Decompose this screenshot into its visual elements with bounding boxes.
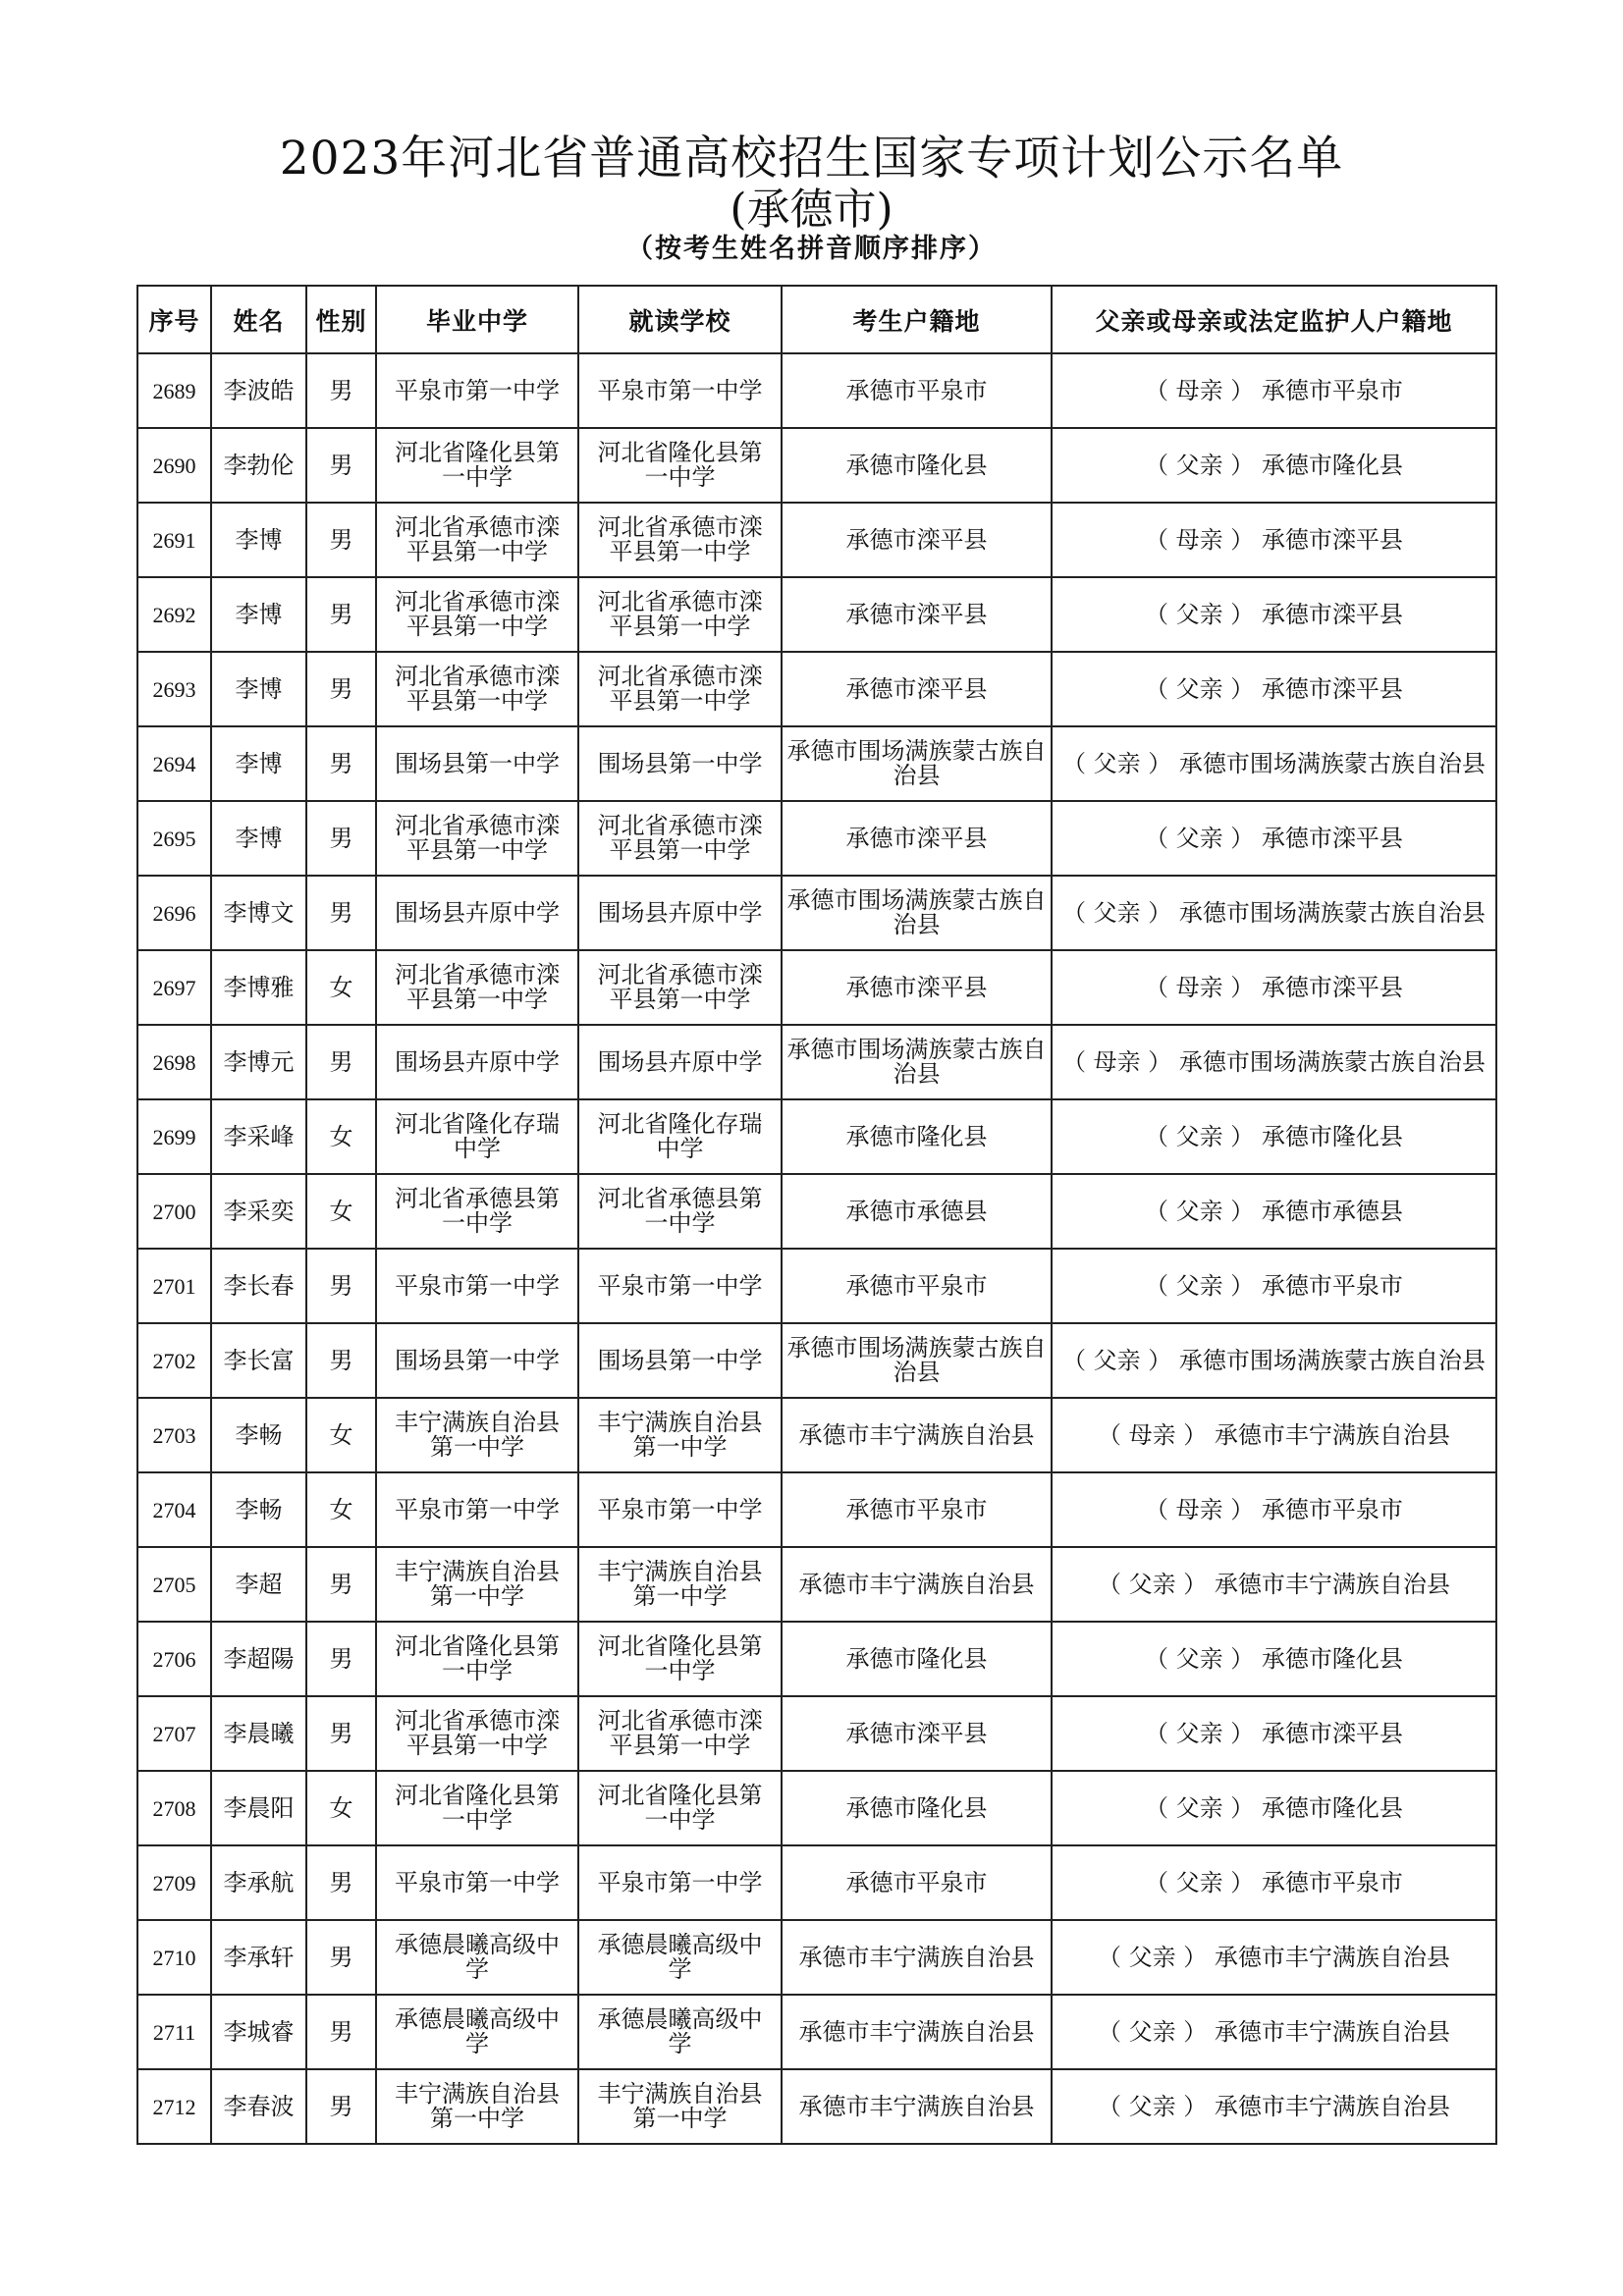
cell-residence: 承德市平泉市 [782,1472,1052,1547]
cell-name: 李超 [211,1547,306,1622]
cell-seq: 2709 [137,1845,211,1920]
cell-residence: 承德市围场满族蒙古族自治县 [782,726,1052,801]
cell-grad-school: 承德晨曦高级中学 [376,1920,578,1995]
cell-guardian: （ 父亲 ） 承德市丰宁满族自治县 [1052,1995,1496,2069]
cell-guardian: （ 母亲 ） 承德市平泉市 [1052,353,1496,428]
cell-current-school: 河北省承德市滦平县第一中学 [578,652,782,726]
cell-current-school: 平泉市第一中学 [578,1249,782,1323]
cell-residence: 承德市围场满族蒙古族自治县 [782,1025,1052,1099]
cell-residence: 承德市滦平县 [782,950,1052,1025]
cell-name: 李波皓 [211,353,306,428]
table-row [137,1696,1496,1771]
cell-name: 李畅 [211,1472,306,1547]
cell-name: 李博文 [211,876,306,950]
cell-seq: 2697 [137,950,211,1025]
cell-guardian: （ 父亲 ） 承德市隆化县 [1052,1099,1496,1174]
cell-current-school: 围场县卉原中学 [578,1025,782,1099]
table-row [137,1025,1496,1099]
cell-residence: 承德市滦平县 [782,801,1052,876]
cell-guardian: （ 父亲 ） 承德市隆化县 [1052,1622,1496,1696]
cell-current-school: 河北省隆化县第一中学 [578,1771,782,1845]
cell-residence: 承德市隆化县 [782,428,1052,503]
cell-guardian: （ 父亲 ） 承德市平泉市 [1052,1845,1496,1920]
cell-name: 李博 [211,577,306,652]
table-row [137,950,1496,1025]
cell-gender: 男 [306,1249,376,1323]
cell-gender: 男 [306,503,376,577]
cell-gender: 男 [306,876,376,950]
cell-grad-school: 平泉市第一中学 [376,353,578,428]
cell-current-school: 河北省隆化存瑞中学 [578,1099,782,1174]
cell-current-school: 河北省承德市滦平县第一中学 [578,1696,782,1771]
cell-guardian: （ 父亲 ） 承德市平泉市 [1052,1249,1496,1323]
cell-residence: 承德市滦平县 [782,652,1052,726]
cell-guardian: （ 父亲 ） 承德市滦平县 [1052,1696,1496,1771]
cell-grad-school: 河北省承德市滦平县第一中学 [376,801,578,876]
cell-residence: 承德市隆化县 [782,1622,1052,1696]
table-row [137,353,1496,428]
table-row [137,1099,1496,1174]
cell-current-school: 承德晨曦高级中学 [578,1920,782,1995]
cell-seq: 2689 [137,353,211,428]
cell-seq: 2695 [137,801,211,876]
cell-current-school: 平泉市第一中学 [578,1845,782,1920]
cell-name: 李超陽 [211,1622,306,1696]
cell-current-school: 平泉市第一中学 [578,353,782,428]
cell-guardian: （ 父亲 ） 承德市丰宁满族自治县 [1052,1920,1496,1995]
cell-name: 李博雅 [211,950,306,1025]
cell-seq: 2708 [137,1771,211,1845]
cell-grad-school: 围场县第一中学 [376,1323,578,1398]
cell-current-school: 河北省隆化县第一中学 [578,1622,782,1696]
cell-gender: 男 [306,1995,376,2069]
cell-name: 李采峰 [211,1099,306,1174]
table-row [137,1995,1496,2069]
cell-name: 李晨曦 [211,1696,306,1771]
cell-seq: 2699 [137,1099,211,1174]
cell-current-school: 承德晨曦高级中学 [578,1995,782,2069]
cell-residence: 承德市丰宁满族自治县 [782,1398,1052,1472]
cell-current-school: 围场县卉原中学 [578,876,782,950]
cell-guardian: （ 父亲 ） 承德市滦平县 [1052,652,1496,726]
cell-seq: 2711 [137,1995,211,2069]
cell-grad-school: 河北省承德市滦平县第一中学 [376,652,578,726]
cell-guardian: （ 父亲 ） 承德市滦平县 [1052,577,1496,652]
header-gender: 性别 [306,286,376,353]
cell-name: 李城睿 [211,1995,306,2069]
cell-guardian: （ 母亲 ） 承德市围场满族蒙古族自治县 [1052,1025,1496,1099]
table-row [137,1845,1496,1920]
cell-grad-school: 围场县第一中学 [376,726,578,801]
cell-name: 李承航 [211,1845,306,1920]
table-row [137,726,1496,801]
cell-seq: 2694 [137,726,211,801]
cell-grad-school: 围场县卉原中学 [376,876,578,950]
cell-residence: 承德市围场满族蒙古族自治县 [782,876,1052,950]
cell-name: 李春波 [211,2069,306,2144]
header-seq: 序号 [137,286,211,353]
cell-residence: 承德市丰宁满族自治县 [782,2069,1052,2144]
cell-seq: 2696 [137,876,211,950]
cell-name: 李博 [211,726,306,801]
cell-residence: 承德市隆化县 [782,1099,1052,1174]
cell-residence: 承德市承德县 [782,1174,1052,1249]
table-row [137,577,1496,652]
cell-residence: 承德市丰宁满族自治县 [782,1547,1052,1622]
cell-name: 李晨阳 [211,1771,306,1845]
header-residence: 考生户籍地 [782,286,1052,353]
cell-current-school: 平泉市第一中学 [578,1472,782,1547]
cell-current-school: 河北省承德市滦平县第一中学 [578,503,782,577]
cell-gender: 男 [306,1696,376,1771]
cell-grad-school: 丰宁满族自治县第一中学 [376,2069,578,2144]
cell-gender: 男 [306,1323,376,1398]
cell-seq: 2703 [137,1398,211,1472]
cell-seq: 2693 [137,652,211,726]
cell-grad-school: 平泉市第一中学 [376,1472,578,1547]
cell-gender: 男 [306,1845,376,1920]
cell-name: 李采奕 [211,1174,306,1249]
cell-current-school: 丰宁满族自治县第一中学 [578,2069,782,2144]
table-row [137,1323,1496,1398]
cell-gender: 女 [306,950,376,1025]
cell-gender: 男 [306,577,376,652]
cell-seq: 2704 [137,1472,211,1547]
cell-residence: 承德市平泉市 [782,1845,1052,1920]
sort-note: （按考生姓名拼音顺序排序） [626,234,997,264]
cell-gender: 男 [306,428,376,503]
cell-grad-school: 河北省承德市滦平县第一中学 [376,577,578,652]
page-title: 2023年河北省普通高校招生国家专项计划公示名单 [279,132,1344,186]
cell-seq: 2701 [137,1249,211,1323]
header-current-school: 就读学校 [578,286,782,353]
cell-residence: 承德市平泉市 [782,353,1052,428]
cell-grad-school: 丰宁满族自治县第一中学 [376,1398,578,1472]
table-row [137,1771,1496,1845]
cell-seq: 2691 [137,503,211,577]
cell-seq: 2710 [137,1920,211,1995]
table-row [137,1622,1496,1696]
cell-grad-school: 承德晨曦高级中学 [376,1995,578,2069]
table-row [137,1547,1496,1622]
cell-name: 李承轩 [211,1920,306,1995]
cell-gender: 女 [306,1398,376,1472]
cell-gender: 男 [306,2069,376,2144]
cell-guardian: （ 父亲 ） 承德市隆化县 [1052,1771,1496,1845]
cell-current-school: 丰宁满族自治县第一中学 [578,1398,782,1472]
cell-gender: 男 [306,1622,376,1696]
cell-grad-school: 围场县卉原中学 [376,1025,578,1099]
cell-seq: 2702 [137,1323,211,1398]
header-guardian: 父亲或母亲或法定监护人户籍地 [1052,286,1496,353]
table-row [137,1174,1496,1249]
cell-grad-school: 河北省隆化县第一中学 [376,428,578,503]
cell-seq: 2692 [137,577,211,652]
cell-grad-school: 河北省隆化县第一中学 [376,1771,578,1845]
cell-gender: 男 [306,801,376,876]
cell-grad-school: 平泉市第一中学 [376,1249,578,1323]
cell-residence: 承德市滦平县 [782,577,1052,652]
cell-name: 李博 [211,503,306,577]
cell-grad-school: 丰宁满族自治县第一中学 [376,1547,578,1622]
cell-name: 李博 [211,652,306,726]
cell-residence: 承德市丰宁满族自治县 [782,1920,1052,1995]
cell-name: 李长富 [211,1323,306,1398]
cell-gender: 女 [306,1174,376,1249]
cell-grad-school: 河北省承德市滦平县第一中学 [376,1696,578,1771]
cell-seq: 2698 [137,1025,211,1099]
cell-guardian: （ 父亲 ） 承德市隆化县 [1052,428,1496,503]
cell-current-school: 河北省承德市滦平县第一中学 [578,801,782,876]
cell-guardian: （ 父亲 ） 承德市围场满族蒙古族自治县 [1052,1323,1496,1398]
table-row [137,1472,1496,1547]
table-row [137,876,1496,950]
cell-name: 李博元 [211,1025,306,1099]
cell-seq: 2690 [137,428,211,503]
cell-name: 李畅 [211,1398,306,1472]
table-row [137,2069,1496,2144]
cell-current-school: 河北省承德市滦平县第一中学 [578,950,782,1025]
cell-seq: 2707 [137,1696,211,1771]
cell-gender: 女 [306,1099,376,1174]
cell-gender: 男 [306,1920,376,1995]
cell-gender: 男 [306,652,376,726]
cell-residence: 承德市滦平县 [782,1696,1052,1771]
cell-grad-school: 河北省承德县第一中学 [376,1174,578,1249]
cell-seq: 2706 [137,1622,211,1696]
cell-seq: 2712 [137,2069,211,2144]
cell-gender: 男 [306,1547,376,1622]
table-header-row [137,286,1496,353]
cell-grad-school: 河北省隆化县第一中学 [376,1622,578,1696]
cell-guardian: （ 父亲 ） 承德市滦平县 [1052,801,1496,876]
table-row [137,428,1496,503]
roster-table [136,285,1497,2145]
table-row [137,1920,1496,1995]
header-name: 姓名 [211,286,306,353]
cell-guardian: （ 母亲 ） 承德市滦平县 [1052,503,1496,577]
cell-name: 李勃伦 [211,428,306,503]
cell-guardian: （ 母亲 ） 承德市滦平县 [1052,950,1496,1025]
cell-guardian: （ 母亲 ） 承德市丰宁满族自治县 [1052,1398,1496,1472]
cell-grad-school: 河北省承德市滦平县第一中学 [376,950,578,1025]
cell-residence: 承德市隆化县 [782,1771,1052,1845]
cell-residence: 承德市滦平县 [782,503,1052,577]
cell-seq: 2705 [137,1547,211,1622]
cell-gender: 女 [306,1771,376,1845]
cell-current-school: 围场县第一中学 [578,726,782,801]
cell-name: 李长春 [211,1249,306,1323]
cell-guardian: （ 父亲 ） 承德市承德县 [1052,1174,1496,1249]
page-subtitle: (承德市) [730,185,893,235]
cell-gender: 男 [306,1025,376,1099]
cell-grad-school: 河北省承德市滦平县第一中学 [376,503,578,577]
cell-current-school: 河北省承德市滦平县第一中学 [578,577,782,652]
cell-current-school: 丰宁满族自治县第一中学 [578,1547,782,1622]
cell-grad-school: 平泉市第一中学 [376,1845,578,1920]
header-grad-school: 毕业中学 [376,286,578,353]
cell-guardian: （ 父亲 ） 承德市丰宁满族自治县 [1052,1547,1496,1622]
table-row [137,801,1496,876]
cell-guardian: （ 父亲 ） 承德市围场满族蒙古族自治县 [1052,726,1496,801]
cell-gender: 女 [306,1472,376,1547]
cell-residence: 承德市围场满族蒙古族自治县 [782,1323,1052,1398]
table-row [137,1249,1496,1323]
cell-seq: 2700 [137,1174,211,1249]
cell-gender: 男 [306,353,376,428]
table-row [137,652,1496,726]
cell-guardian: （ 母亲 ） 承德市平泉市 [1052,1472,1496,1547]
cell-guardian: （ 父亲 ） 承德市围场满族蒙古族自治县 [1052,876,1496,950]
cell-guardian: （ 父亲 ） 承德市丰宁满族自治县 [1052,2069,1496,2144]
cell-name: 李博 [211,801,306,876]
cell-residence: 承德市平泉市 [782,1249,1052,1323]
cell-current-school: 围场县第一中学 [578,1323,782,1398]
cell-grad-school: 河北省隆化存瑞中学 [376,1099,578,1174]
table-row [137,503,1496,577]
cell-current-school: 河北省承德县第一中学 [578,1174,782,1249]
cell-current-school: 河北省隆化县第一中学 [578,428,782,503]
table-row [137,1398,1496,1472]
cell-residence: 承德市丰宁满族自治县 [782,1995,1052,2069]
cell-gender: 男 [306,726,376,801]
